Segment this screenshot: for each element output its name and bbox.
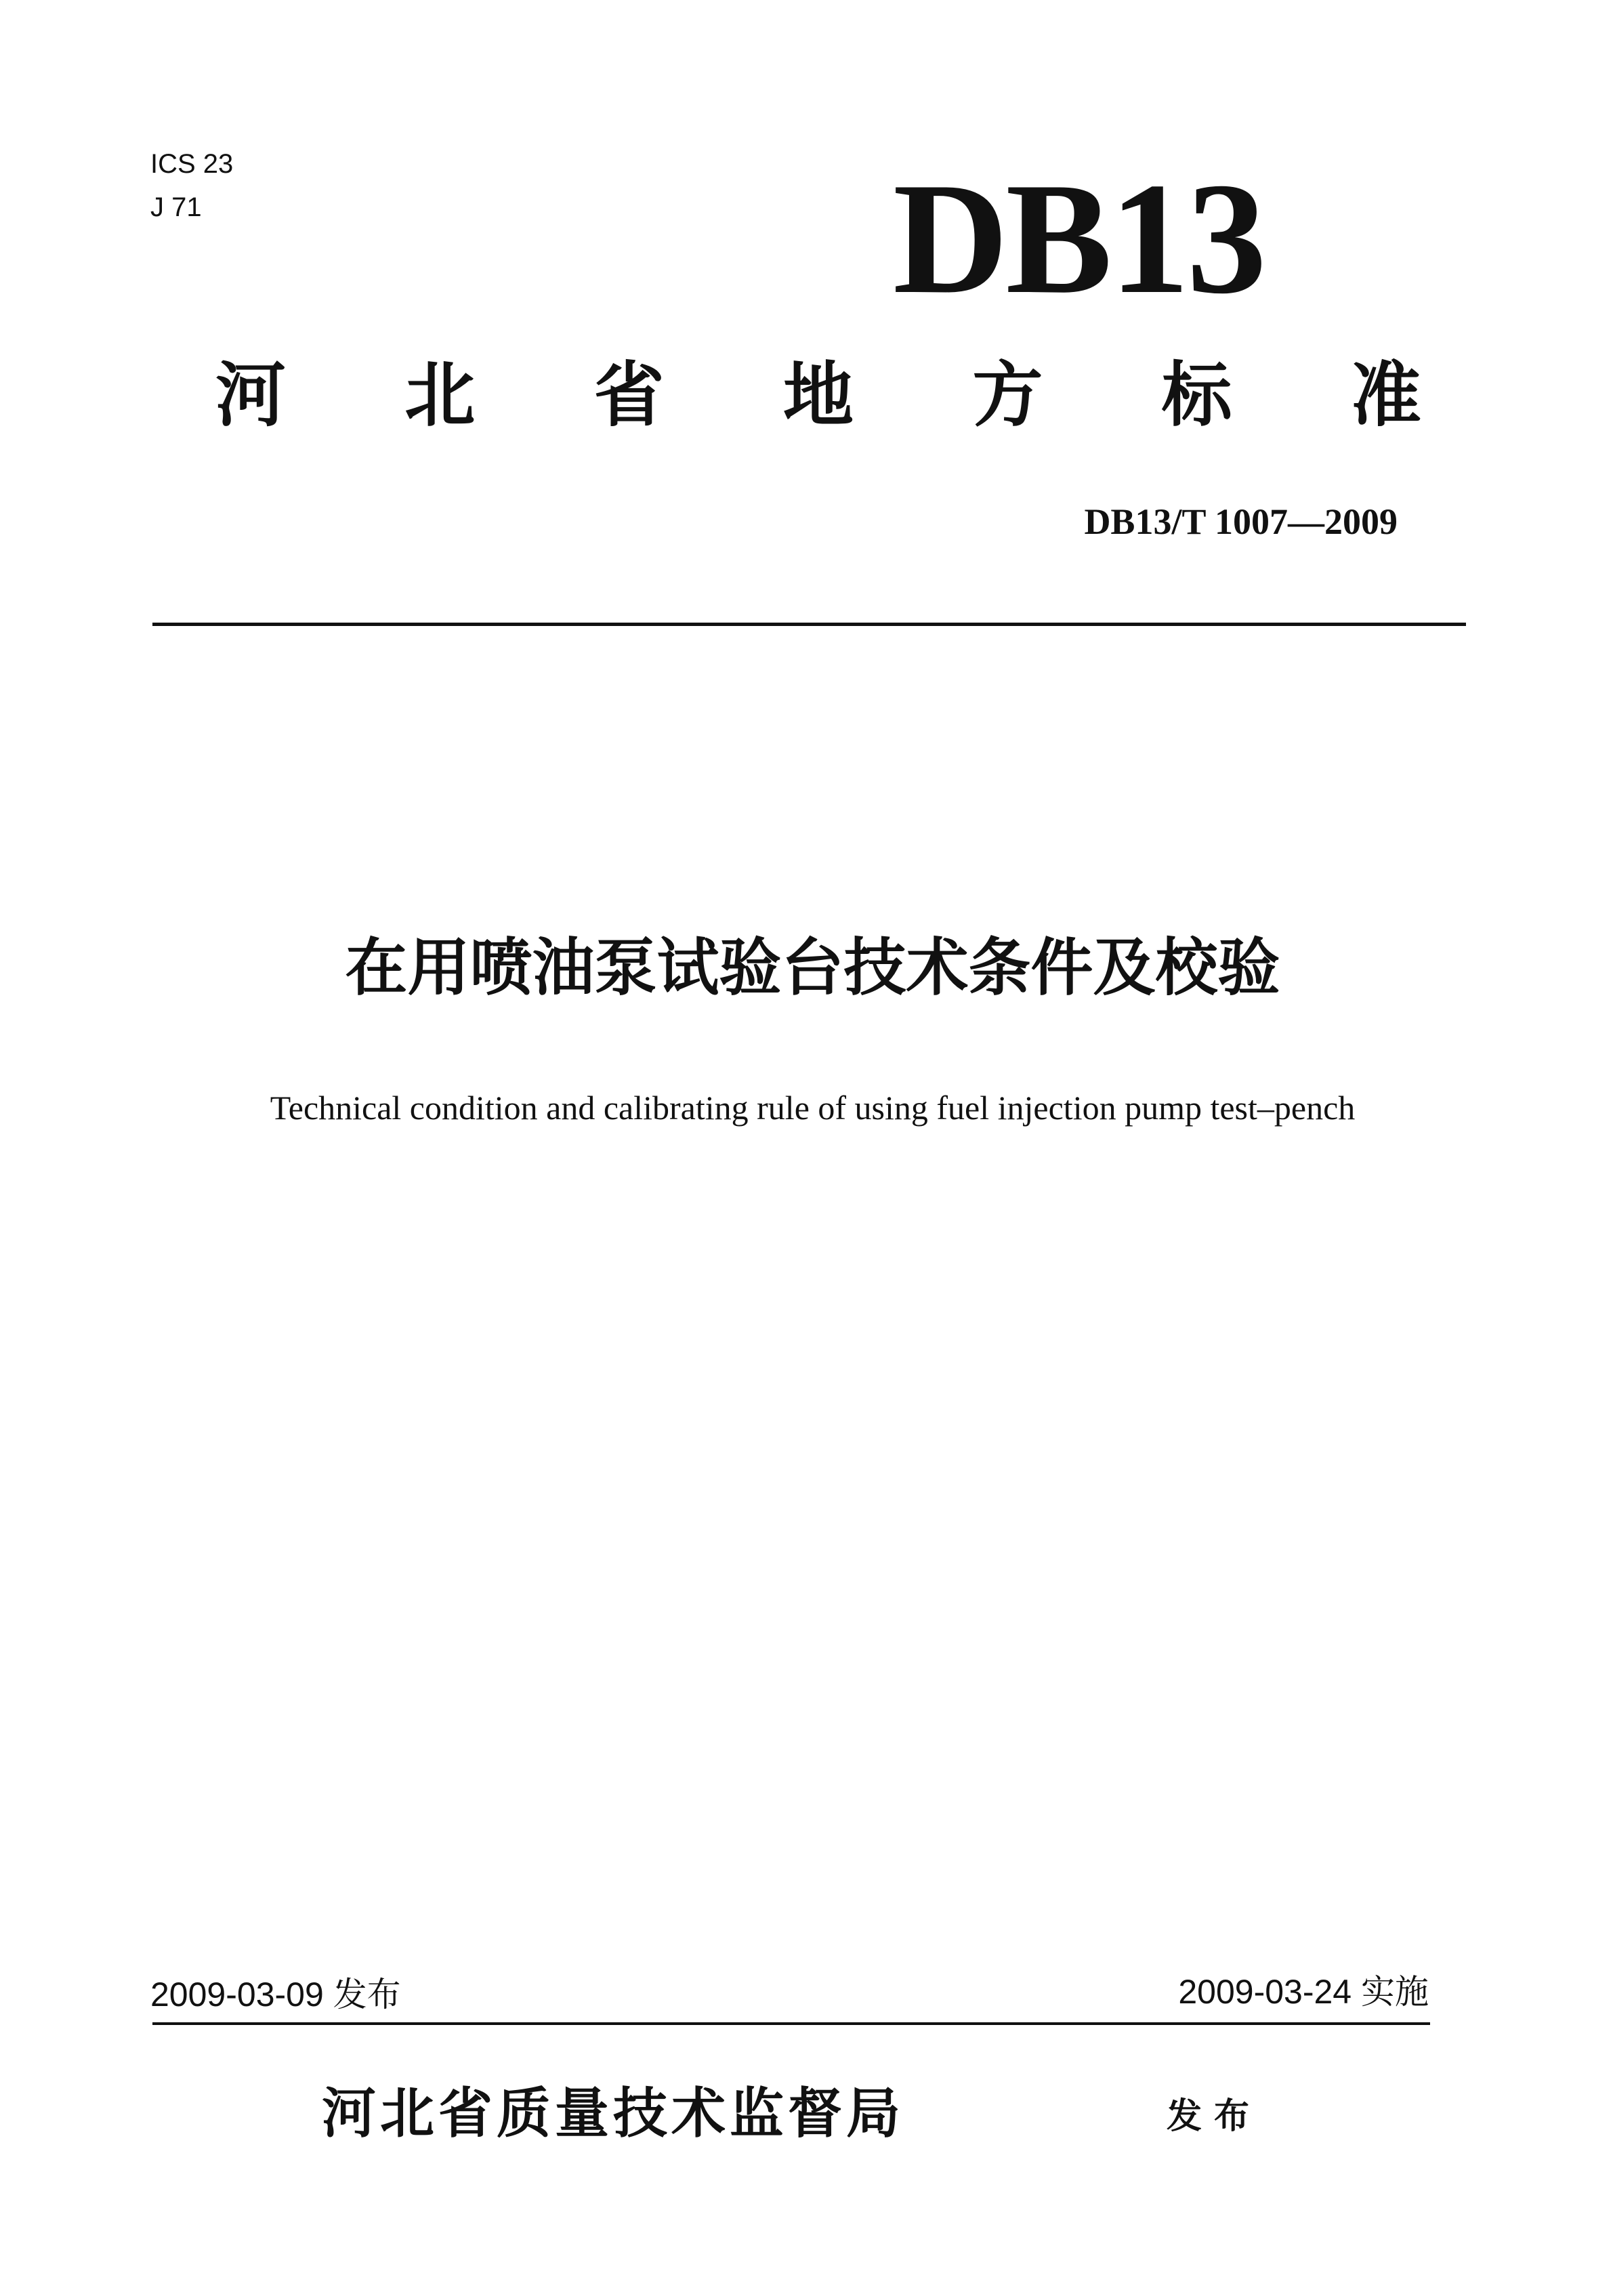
- header-divider: [152, 623, 1466, 626]
- standard-type-char: 河: [215, 354, 287, 436]
- standard-type-char: 地: [782, 354, 854, 436]
- document-title-chinese: 在用喷油泵试验台技术条件及校验: [345, 932, 1280, 1004]
- footer-divider: [152, 2022, 1430, 2025]
- ccs-code: J 71: [150, 192, 202, 222]
- publish-label: 发布: [1167, 2096, 1262, 2137]
- standard-number: DB13/T 1007—2009: [1084, 501, 1398, 542]
- document-title-english: Technical condition and calibrating rule of using fuel injection pump test–pench: [270, 1089, 1356, 1127]
- standard-type-heading: [215, 354, 1421, 436]
- standard-mark: DB13: [893, 150, 1264, 327]
- standard-type-char: 方: [972, 354, 1043, 436]
- standard-type-char: 准: [1350, 354, 1421, 436]
- ics-code: ICS 23: [150, 149, 234, 179]
- standard-type-char: 标: [1161, 354, 1232, 436]
- publisher-name: 河北省质量技术监督局: [322, 2082, 904, 2145]
- standard-type-char: 省: [593, 354, 665, 436]
- standard-type-char: 北: [404, 354, 476, 436]
- implementation-date: 2009-03-24 实施: [1178, 1973, 1429, 2011]
- issue-date: 2009-03-09 发布: [150, 1976, 401, 2013]
